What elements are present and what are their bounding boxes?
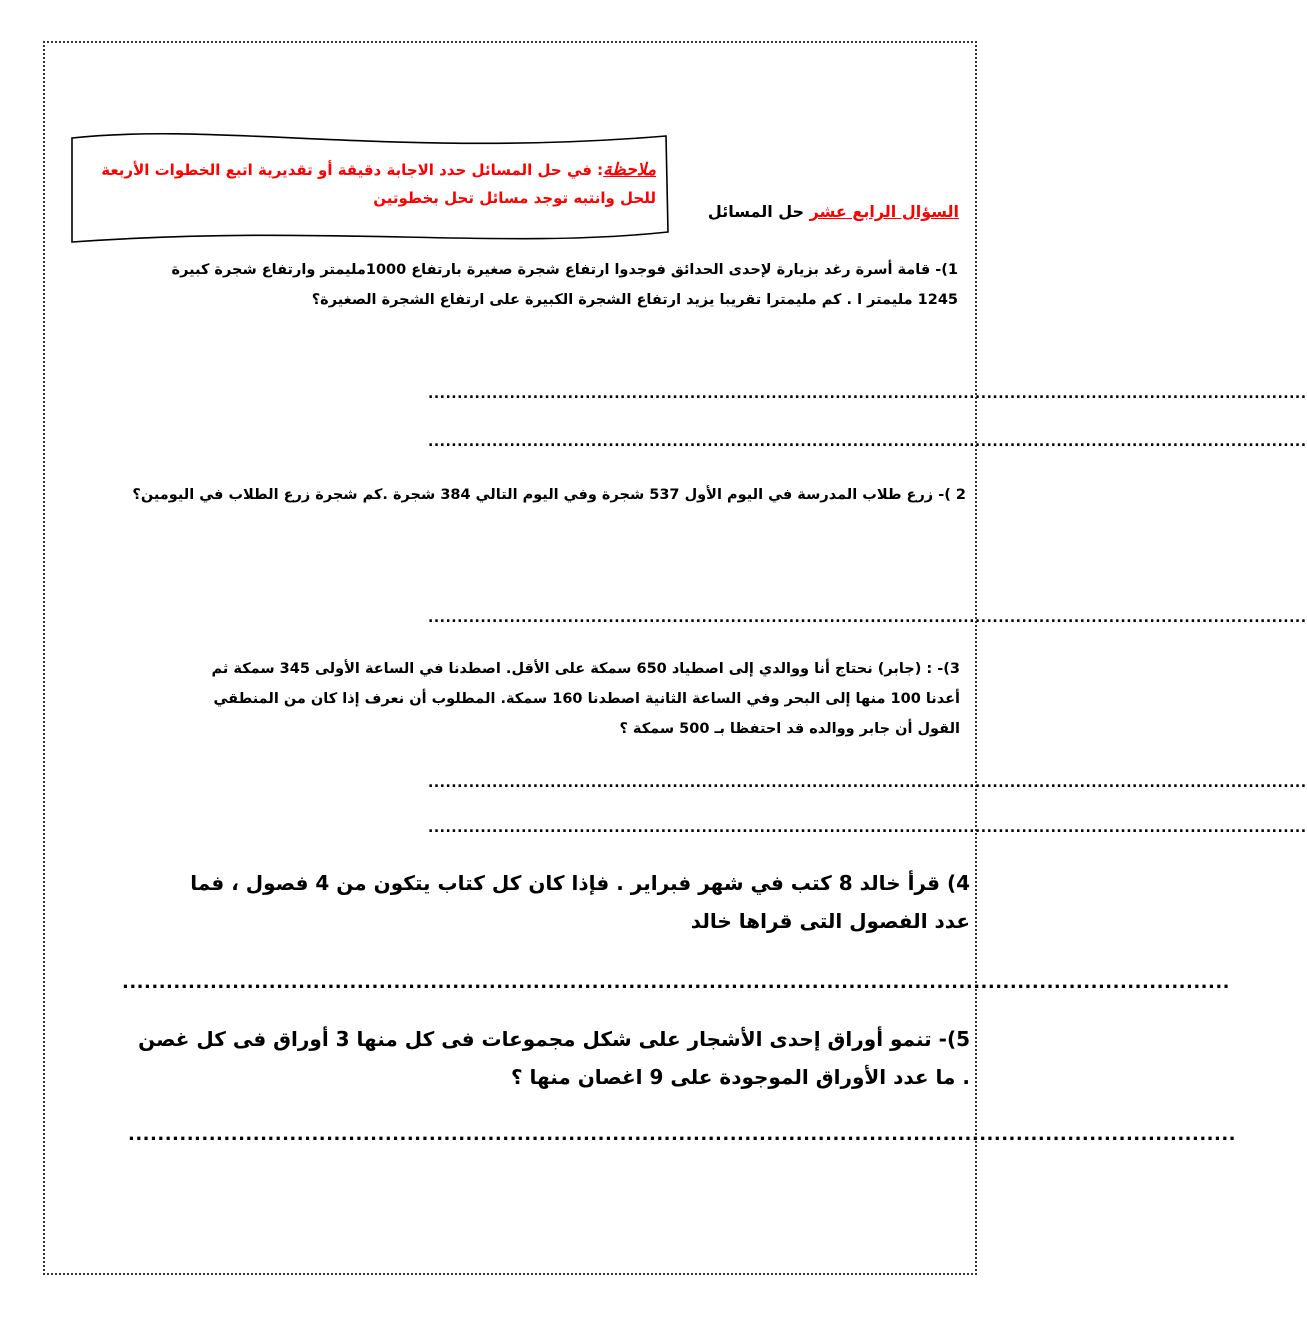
section-title: السؤال الرابع عشر — [809, 202, 959, 221]
answer-line-5[interactable]: ....................................................................................................................................................... — [128, 1124, 1237, 1145]
question-3-text: - : (جابر) نحتاج أنا ووالدي إلى اصطياد 650 سمكة على الأقل. اصطدنا في الساعة الأولى 345 سمكة ثم أعدنا 100 منها إلى البحر وفي الساعة الثانية اصطدنا 160 سمكة. المطلوب أن نعرف إذا كان من المنطقي القول أن جابر ووالده قد احتفظا بـ 500 سمكة ؟ — [211, 661, 960, 737]
question-2 — [128, 480, 966, 510]
note-label: ملاحظة — [603, 160, 656, 180]
note-body: : في حل المسائل حدد الاجابة دقيقة أو تقديرية اتبع الخطوات الأربعة للحل وانتبه توجد مسائل تحل بخطوتين — [101, 161, 656, 207]
question-5-number: 5) — [946, 1027, 970, 1051]
answer-line-2[interactable]: ....................................................................................................................................................... — [428, 610, 1307, 626]
answer-line-4[interactable]: ....................................................................................................................................................... — [122, 972, 1231, 993]
question-2-text: - زرع طلاب المدرسة في اليوم الأول 537 شجرة وفي اليوم التالي 384 شجرة .كم شجرة زرع الطلاب في اليومين؟ — [132, 487, 945, 503]
section-heading — [708, 202, 959, 221]
question-4-text: قرأ خالد 8 كتب في شهر فبراير . فإذا كان كل كتاب يتكون من 4 فصول ، فما عدد الفصول التى قراها خالد — [190, 871, 970, 933]
question-5-text: - تنمو أوراق إحدى الأشجار على شكل مجموعات فى كل منها 3 أوراق فى كل غصن . ما عدد الأوراق الموجودة على 9 اغصان منها ؟ — [138, 1027, 970, 1089]
question-1 — [128, 255, 958, 315]
question-5 — [128, 1020, 970, 1096]
note-text-block — [96, 156, 656, 212]
answer-line-3b[interactable]: ....................................................................................................................................................... — [428, 820, 1307, 836]
question-4 — [150, 864, 970, 940]
question-2-number: 2 ) — [944, 487, 966, 503]
question-3 — [186, 654, 960, 744]
question-1-text: - قامة أسرة رغد بزيارة لإحدى الحدائق فوجدوا ارتفاع شجرة صغيرة بارتفاع 1000مليمتر وارتفاع شجرة كبيرة 1245 مليمتر ا . كم مليمترا تقريبا يزيد ارتفاع الشجرة الكبيرة على ارتفاع الشجرة الصغيرة؟ — [171, 262, 958, 308]
section-subtitle: حل المسائل — [707, 202, 810, 221]
question-4-number: 4) — [946, 871, 970, 895]
answer-line-1b[interactable]: ....................................................................................................................................................... — [428, 434, 1307, 450]
answer-line-1a[interactable]: ....................................................................................................................................................... — [428, 386, 1307, 402]
answer-line-3a[interactable]: ....................................................................................................................................................... — [428, 775, 1307, 791]
question-1-number: 1) — [941, 262, 958, 278]
question-3-number: 3) — [943, 661, 960, 677]
